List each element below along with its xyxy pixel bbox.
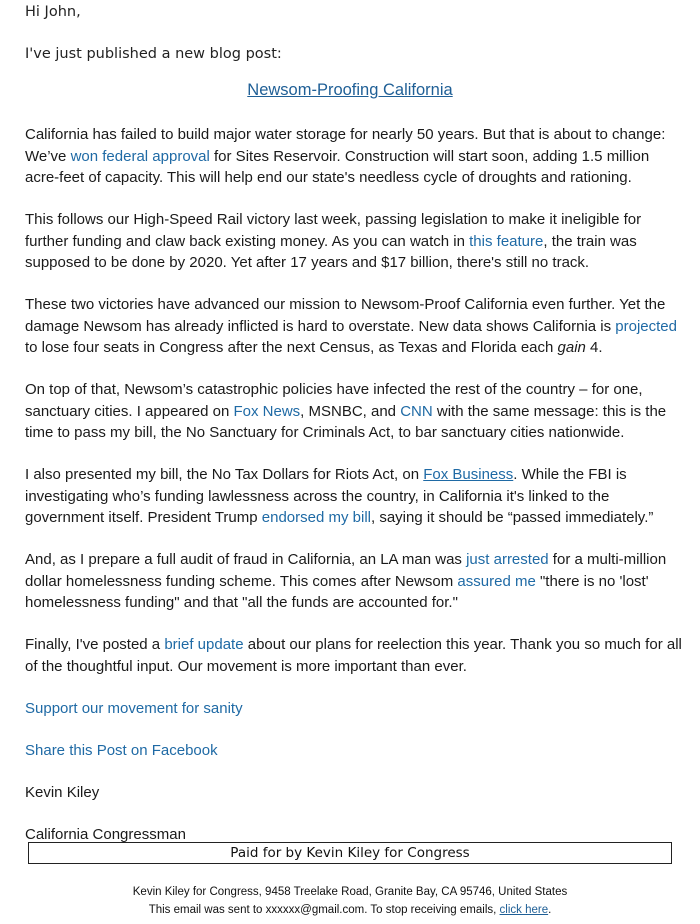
footer-period: .	[548, 904, 552, 916]
body-paragraph	[25, 379, 685, 444]
inline-link[interactable]: won federal approval	[70, 147, 210, 165]
paragraph-text: for Sites Reservoir. Construction will start soon, adding 1.5 million acre-feet of capacity. This will help end our state's needless cycle of droughts and rationing.	[25, 147, 650, 186]
inline-link[interactable]: brief update	[164, 636, 244, 653]
inline-link[interactable]: projected	[615, 317, 677, 335]
inline-link[interactable]: Fox News	[233, 402, 301, 420]
paragraph-text: These two victories have advanced our mission to Newsom-Proof California even further. Yet the damage Newsom has already inflicted is hard to overstate. New data shows California is	[25, 296, 666, 335]
support-link[interactable]: Support our movement for sanity	[25, 699, 243, 717]
unsubscribe-link[interactable]: click here	[499, 904, 549, 916]
paragraph-text: , MSNBC, and	[300, 402, 401, 420]
intro-text: I've just published a new blog post:	[25, 46, 282, 62]
paragraph-text: with the same message: this is the time to pass my bill, the No Sanctuary for Criminals Act, to bar sanctuary cities nationwide.	[25, 402, 667, 441]
body-paragraph	[25, 209, 685, 274]
paragraph-text: California has failed to build major water storage for nearly 50 years. But that is about to change: We’ve	[25, 126, 666, 165]
paragraph-text: 4.	[585, 339, 603, 356]
emphasis-text: gain	[557, 339, 586, 356]
paragraph-text: . While the FBI is investigating who’s funding lawlessness across the country, in California it's linked to the government itself. President Trump	[25, 466, 627, 526]
inline-link[interactable]: Fox Business	[423, 466, 514, 483]
body-paragraph	[25, 464, 685, 529]
paragraph-text: On top of that, Newsom’s catastrophic policies have infected the rest of the country – for one, sanctuary cities. I appeared on	[25, 381, 643, 420]
paragraph-text: , saying it should be “passed immediately.”	[371, 509, 654, 526]
paragraph-text: I also presented my bill, the No Tax Dollars for Riots Act, on	[25, 466, 424, 483]
body-paragraph	[25, 634, 685, 677]
paragraph-text: "there is no 'lost' homelessness funding" and that "all the funds are accounted for."	[25, 572, 649, 611]
signature-name: Kevin Kiley	[25, 783, 100, 801]
paragraph-text: about our plans for reelection this year. Thank you so much for all of the thoughtful input. Our movement is more important than ever.	[25, 636, 682, 675]
footer-sent-to	[0, 904, 700, 916]
email-body	[25, 124, 685, 866]
paragraph-text: This follows our High-Speed Rail victory last week, passing legislation to make it ineligible for further funding and claw back existing money. As you can watch in	[25, 211, 642, 250]
paragraphs	[25, 124, 685, 677]
paragraph-text: to lose four seats in Congress after the next Census, as Texas and Florida each	[25, 339, 558, 356]
share-facebook-link[interactable]: Share this Post on Facebook	[25, 741, 218, 759]
post-title	[0, 81, 700, 100]
post-title-link[interactable]: Newsom-Proofing California	[247, 81, 453, 99]
footer-address: Kevin Kiley for Congress, 9458 Treelake Road, Granite Bay, CA 95746, United States	[132, 886, 568, 898]
inline-link[interactable]: this feature	[469, 232, 544, 250]
body-paragraph	[25, 549, 685, 614]
paragraph-text: Finally, I've posted a	[25, 636, 165, 653]
inline-link[interactable]: endorsed my bill	[261, 509, 371, 526]
inline-link[interactable]: assured me	[457, 572, 536, 590]
footer-sent-text: This email was sent to xxxxxx@gmail.com. To stop receiving emails,	[148, 904, 500, 916]
signature-title: California Congressman	[25, 825, 186, 843]
paragraph-text: , the train was supposed to be done by 2020. Yet after 17 years and $17 billion, there's still no track.	[25, 232, 637, 271]
paragraph-text: And, as I prepare a full audit of fraud in California, an LA man was	[25, 551, 467, 568]
body-paragraph	[25, 294, 685, 359]
greeting: Hi John,	[25, 4, 81, 20]
inline-link[interactable]: just arrested	[466, 551, 549, 568]
paragraph-text: for a multi-million dollar homelessness funding scheme. This comes after Newsom	[25, 551, 667, 590]
body-paragraph	[25, 124, 685, 189]
paid-for-box: Paid for by Kevin Kiley for Congress	[28, 842, 672, 864]
inline-link[interactable]: CNN	[400, 402, 433, 420]
